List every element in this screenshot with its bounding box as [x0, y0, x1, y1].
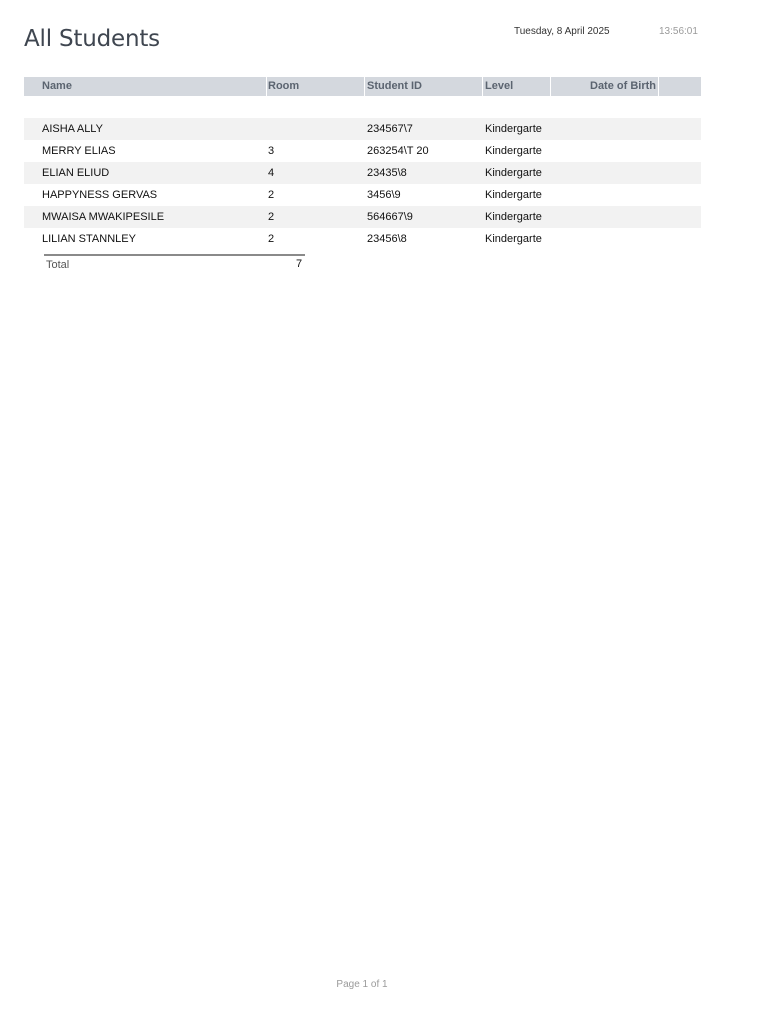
cell-student-id: 23456\8: [367, 233, 407, 245]
column-header-student-id: Student ID: [367, 80, 422, 92]
table-row: [24, 140, 701, 162]
column-header-room: Room: [268, 80, 300, 92]
total-divider: [44, 254, 305, 256]
cell-room: 3: [268, 145, 275, 157]
total-label: Total: [46, 259, 70, 271]
table-row: [24, 228, 701, 250]
cell-level: Kindergarte: [485, 167, 542, 179]
cell-room: 2: [268, 189, 275, 201]
cell-name: MWAISA MWAKIPESILE: [42, 211, 165, 223]
cell-name: LILIAN STANNLEY: [42, 233, 136, 245]
cell-student-id: 234567\7: [367, 123, 413, 135]
cell-level: Kindergarte: [485, 211, 542, 223]
report-date: Tuesday, 8 April 2025: [514, 26, 610, 37]
column-separator: [266, 77, 267, 96]
cell-name: ELIAN ELIUD: [42, 167, 110, 179]
cell-room: 2: [268, 211, 275, 223]
column-header-name: Name: [42, 80, 72, 92]
table-row: [24, 206, 701, 228]
cell-student-id: 3456\9: [367, 189, 401, 201]
column-separator: [658, 77, 659, 96]
cell-name: MERRY ELIAS: [42, 145, 116, 157]
cell-student-id: 23435\8: [367, 167, 407, 179]
cell-name: AISHA ALLY: [42, 123, 103, 135]
report-title: All Students: [24, 26, 160, 52]
total-value: 7: [296, 258, 303, 270]
report-time: 13:56:01: [659, 26, 698, 37]
page-number: Page 1 of 1: [336, 979, 388, 990]
column-header-level: Level: [485, 80, 514, 92]
table-row: [24, 162, 701, 184]
cell-level: Kindergarte: [485, 145, 542, 157]
cell-student-id: 263254\T 20: [367, 145, 429, 157]
column-header-date-of-birth: Date of Birth: [590, 80, 656, 92]
column-separator: [364, 77, 365, 96]
table-row: [24, 184, 701, 206]
cell-room: 2: [268, 233, 275, 245]
cell-level: Kindergarte: [485, 233, 542, 245]
column-separator: [482, 77, 483, 96]
table-row: [24, 118, 701, 140]
cell-name: HAPPYNESS GERVAS: [42, 189, 158, 201]
cell-room: 4: [268, 167, 275, 179]
cell-level: Kindergarte: [485, 189, 542, 201]
cell-level: Kindergarte: [485, 123, 542, 135]
cell-student-id: 564667\9: [367, 211, 413, 223]
column-separator: [550, 77, 551, 96]
